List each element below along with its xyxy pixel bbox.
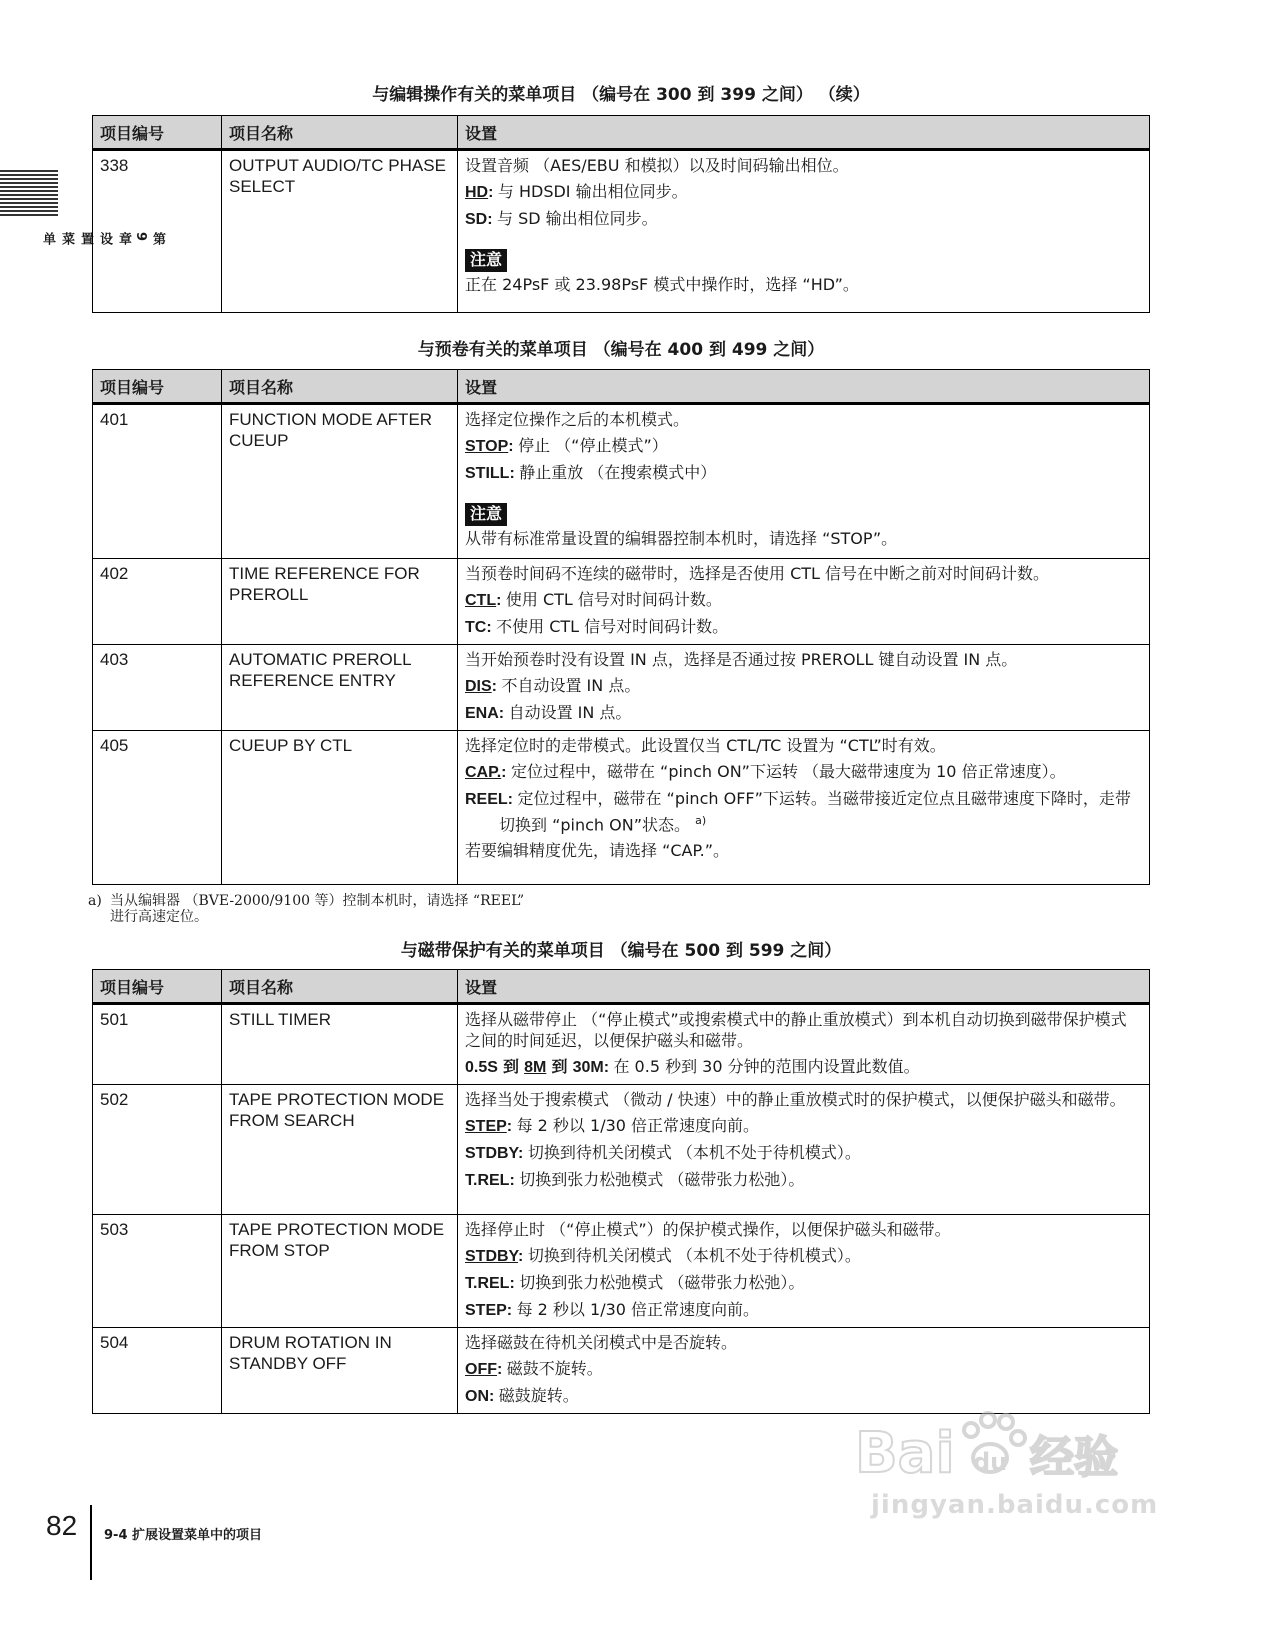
table-header-row xyxy=(93,970,1150,1004)
item-number: 402 xyxy=(93,559,222,645)
item-name: OUTPUT AUDIO/TC PHASE SELECT xyxy=(222,150,458,313)
header-item-number: 项目编号 xyxy=(93,116,222,150)
header-item-number: 项目编号 xyxy=(93,970,222,1004)
option-key: ENA xyxy=(465,705,499,722)
option-line: TC: 不使用 CTL 信号对时间码计数。 xyxy=(465,617,729,636)
footnote-line-2: 进行高速定位。 xyxy=(110,909,208,925)
chapter-tab-stripes xyxy=(0,170,58,216)
item-settings xyxy=(458,731,1150,885)
note-text: 正在 24PsF 或 23.98PsF 模式中操作时，选择 “HD”。 xyxy=(465,275,859,294)
option-line: STDBY: 切换到待机关闭模式 （本机不处于待机模式）。 xyxy=(465,1246,861,1265)
option-text: 不使用 CTL 信号对时间码计数。 xyxy=(496,617,729,636)
range-default: 8M xyxy=(524,1059,547,1076)
table-header-row xyxy=(93,370,1150,404)
section-title-tape-protection: 与磁带保护有关的菜单项目 （编号在 500 到 599 之间） xyxy=(400,941,842,961)
menu-table-preroll xyxy=(92,369,1150,885)
item-description: 选择定位时的走带模式。此设置仅当 CTL/TC 设置为 “CTL”时有效。 xyxy=(465,736,946,755)
item-number: 405 xyxy=(93,731,222,885)
item-number: 501 xyxy=(93,1004,222,1085)
item-settings xyxy=(458,150,1150,313)
item-settings xyxy=(458,404,1150,559)
option-line: SD: 与 SD 输出相位同步。 xyxy=(465,209,658,228)
item-settings xyxy=(458,1215,1150,1328)
option-text: 切换到待机关闭模式 （本机不处于待机模式）。 xyxy=(527,1143,861,1162)
option-line: STOP: 停止 （“停止模式”） xyxy=(465,436,668,455)
footnote xyxy=(88,893,524,925)
item-description: 选择当处于搜索模式 （微动 / 快速）中的静止重放模式时的保护模式，以便保护磁头和磁带。 xyxy=(465,1090,1126,1109)
option-key-default: DIS xyxy=(465,678,492,695)
option-text: 与 HDSDI 输出相位同步。 xyxy=(497,182,688,201)
note-label: 注意 xyxy=(465,249,507,272)
menu-table-editing xyxy=(92,115,1150,313)
range-from: 0.5S xyxy=(465,1059,498,1076)
item-name: AUTOMATIC PREROLL REFERENCE ENTRY xyxy=(222,645,458,731)
option-text: 磁鼓旋转。 xyxy=(498,1386,579,1405)
page-number: 82 xyxy=(46,1510,78,1541)
option-line: CTL: 使用 CTL 信号对时间码计数。 xyxy=(465,590,722,609)
option-line: CAP.: 定位过程中，磁带在 “pinch ON”下运转 （最大磁带速度为 10 倍正常速度）。 xyxy=(465,762,1066,781)
option-line: DIS: 不自动设置 IN 点。 xyxy=(465,676,641,695)
item-description: 当开始预卷时没有设置 IN 点，选择是否通过按 PREROLL 键自动设置 IN 点。 xyxy=(465,650,1018,669)
item-number: 401 xyxy=(93,404,222,559)
option-line: T.REL: 切换到张力松弛模式 （磁带张力松弛）。 xyxy=(465,1170,805,1189)
item-number: 502 xyxy=(93,1085,222,1215)
option-key-default: STOP xyxy=(465,438,509,455)
option-text: 与 SD 输出相位同步。 xyxy=(497,209,658,228)
option-text: 定位过程中，磁带在 “pinch ON”下运转 （最大磁带速度为 10 倍正常速度）。 xyxy=(510,762,1066,781)
chapter-label: 第 9 章 设置菜单 xyxy=(40,232,165,246)
option-line: HD: 与 HDSDI 输出相位同步。 xyxy=(465,182,688,201)
option-text: 每 2 秒以 1/30 倍正常速度向前。 xyxy=(516,1116,760,1135)
header-item-number: 项目编号 xyxy=(93,370,222,404)
item-name: DRUM ROTATION IN STANDBY OFF xyxy=(222,1328,458,1414)
item-description: 选择定位操作之后的本机模式。 xyxy=(465,410,690,429)
item-description: 选择磁鼓在待机关闭模式中是否旋转。 xyxy=(465,1333,738,1352)
option-text: 停止 （“停止模式”） xyxy=(518,436,668,455)
section-title-preroll: 与预卷有关的菜单项目 （编号在 400 到 499 之间） xyxy=(417,340,825,360)
item-settings xyxy=(458,1085,1150,1215)
option-text: 每 2 秒以 1/30 倍正常速度向前。 xyxy=(516,1300,760,1319)
item-name: CUEUP BY CTL xyxy=(222,731,458,885)
footer-section: 9-4 扩展设置菜单中的项目 xyxy=(104,1528,263,1543)
header-settings: 设置 xyxy=(458,116,1150,150)
option-text: 自动设置 IN 点。 xyxy=(508,703,632,722)
option-text: 不自动设置 IN 点。 xyxy=(501,676,641,695)
option-key: SD xyxy=(465,211,488,228)
option-key: STDBY xyxy=(465,1145,519,1162)
option-key-default: CAP. xyxy=(465,764,502,781)
item-description: 当预卷时间码不连续的磁带时，选择是否使用 CTL 信号在中断之前对时间码计数。 xyxy=(465,564,1050,583)
item-name: TIME REFERENCE FOR PREROLL xyxy=(222,559,458,645)
header-item-name: 项目名称 xyxy=(222,970,458,1004)
note-label: 注意 xyxy=(465,503,507,526)
header-settings: 设置 xyxy=(458,970,1150,1004)
svg-text:Bai: Bai xyxy=(855,1421,955,1486)
item-number: 338 xyxy=(93,150,222,313)
table-row xyxy=(93,731,1150,885)
footnote-mark: a) xyxy=(88,893,102,909)
option-line: STEP: 每 2 秒以 1/30 倍正常速度向前。 xyxy=(465,1116,760,1135)
table-row xyxy=(93,1004,1150,1085)
table-row xyxy=(93,645,1150,731)
option-text: 在 0.5 秒到 30 分钟的范围内设置此数值。 xyxy=(613,1057,920,1076)
option-key-default: OFF xyxy=(465,1361,497,1378)
table-row xyxy=(93,404,1150,559)
item-number: 504 xyxy=(93,1328,222,1414)
option-line: T.REL: 切换到张力松弛模式 （磁带张力松弛）。 xyxy=(465,1273,805,1292)
option-key-default: HD xyxy=(465,184,489,201)
footnote-ref: a) xyxy=(695,814,707,827)
item-description: 选择停止时 （“停止模式”）的保护模式操作，以便保护磁头和磁带。 xyxy=(465,1220,951,1239)
option-line: STEP: 每 2 秒以 1/30 倍正常速度向前。 xyxy=(465,1300,760,1319)
baidu-paw-logo xyxy=(855,1410,1145,1490)
option-line: 0.5S 到 8M 到 30M: 在 0.5 秒到 30 分钟的范围内设置此数值。 xyxy=(465,1057,920,1076)
option-line: STILL: 静止重放 （在搜索模式中） xyxy=(465,463,717,482)
item-settings xyxy=(458,559,1150,645)
option-key: ON xyxy=(465,1388,489,1405)
option-line: REEL: 定位过程中，磁带在 “pinch OFF”下运转。当磁带接近定位点且磁带速度下降时，走带切换到 “pinch ON”状态。 $^{a)}$ xyxy=(465,789,1131,835)
section-title-editing: 与编辑操作有关的菜单项目 （编号在 300 到 399 之间） （续） xyxy=(372,85,870,105)
table-row xyxy=(93,1085,1150,1215)
option-line: ON: 磁鼓旋转。 xyxy=(465,1386,579,1405)
option-line: ENA: 自动设置 IN 点。 xyxy=(465,703,632,722)
item-description: 设置音频 （AES/EBU 和模拟）以及时间码输出相位。 xyxy=(465,156,849,175)
table-row xyxy=(93,1215,1150,1328)
header-item-name: 项目名称 xyxy=(222,116,458,150)
svg-text:du: du xyxy=(973,1448,1008,1476)
range-to-word: 到 xyxy=(503,1059,520,1076)
note-text: 从带有标准常量设置的编辑器控制本机时，请选择 “STOP”。 xyxy=(465,529,898,548)
footnote-line-1: 当从编辑器 （BVE-2000/9100 等）控制本机时，请选择 “REEL” xyxy=(110,893,525,909)
option-text: 静止重放 （在搜索模式中） xyxy=(519,463,717,482)
option-text: 切换到待机关闭模式 （本机不处于待机模式）。 xyxy=(527,1246,861,1265)
item-number: 503 xyxy=(93,1215,222,1328)
option-key: T.REL xyxy=(465,1172,510,1189)
item-description: 选择从磁带停止 （“停止模式”或搜索模式中的静止重放模式）到本机自动切换到磁带保护模式之间的时间延迟，以便保护磁头和磁带。 xyxy=(465,1010,1127,1050)
option-line: STDBY: 切换到待机关闭模式 （本机不处于待机模式）。 xyxy=(465,1143,861,1162)
item-name: FUNCTION MODE AFTER CUEUP xyxy=(222,404,458,559)
chapter-tab xyxy=(0,170,165,246)
option-key: STILL xyxy=(465,465,510,482)
watermark-url: jingyan.baidu.com xyxy=(871,1490,1159,1520)
item-number: 403 xyxy=(93,645,222,731)
item-extra-text: 若要编辑精度优先，请选择 “CAP.”。 xyxy=(465,841,730,861)
svg-text:经验: 经验 xyxy=(1030,1432,1118,1483)
option-key: T.REL xyxy=(465,1275,510,1292)
option-text: 定位过程中，磁带在 “pinch OFF”下运转。当磁带接近定位点且磁带速度下降时，走带切换到 “pinch ON”状态。 xyxy=(499,789,1131,835)
watermark xyxy=(855,1390,1159,1540)
item-settings xyxy=(458,1004,1150,1085)
option-text: 磁鼓不旋转。 xyxy=(506,1359,603,1378)
option-text: 使用 CTL 信号对时间码计数。 xyxy=(505,590,722,609)
table-row xyxy=(93,559,1150,645)
option-key-default: CTL xyxy=(465,592,497,609)
footer-divider xyxy=(90,1505,92,1580)
range-end: 30M xyxy=(572,1059,604,1076)
option-key: STEP xyxy=(465,1302,507,1319)
option-line: OFF: 磁鼓不旋转。 xyxy=(465,1359,603,1378)
item-name: STILL TIMER xyxy=(222,1004,458,1085)
option-key-default: STDBY xyxy=(465,1248,519,1265)
header-item-name: 项目名称 xyxy=(222,370,458,404)
option-key-default: STEP xyxy=(465,1118,507,1135)
item-name: TAPE PROTECTION MODE FROM STOP xyxy=(222,1215,458,1328)
option-text: 切换到张力松弛模式 （磁带张力松弛）。 xyxy=(519,1170,805,1189)
option-key: REEL xyxy=(465,791,508,808)
range-to-word: 到 xyxy=(551,1059,568,1076)
table-header-row xyxy=(93,116,1150,150)
table-row xyxy=(93,150,1150,313)
item-settings xyxy=(458,645,1150,731)
menu-table-tape-protection xyxy=(92,969,1150,1414)
option-key: TC xyxy=(465,619,487,636)
header-settings: 设置 xyxy=(458,370,1150,404)
option-text: 切换到张力松弛模式 （磁带张力松弛）。 xyxy=(519,1273,805,1292)
item-name: TAPE PROTECTION MODE FROM SEARCH xyxy=(222,1085,458,1215)
